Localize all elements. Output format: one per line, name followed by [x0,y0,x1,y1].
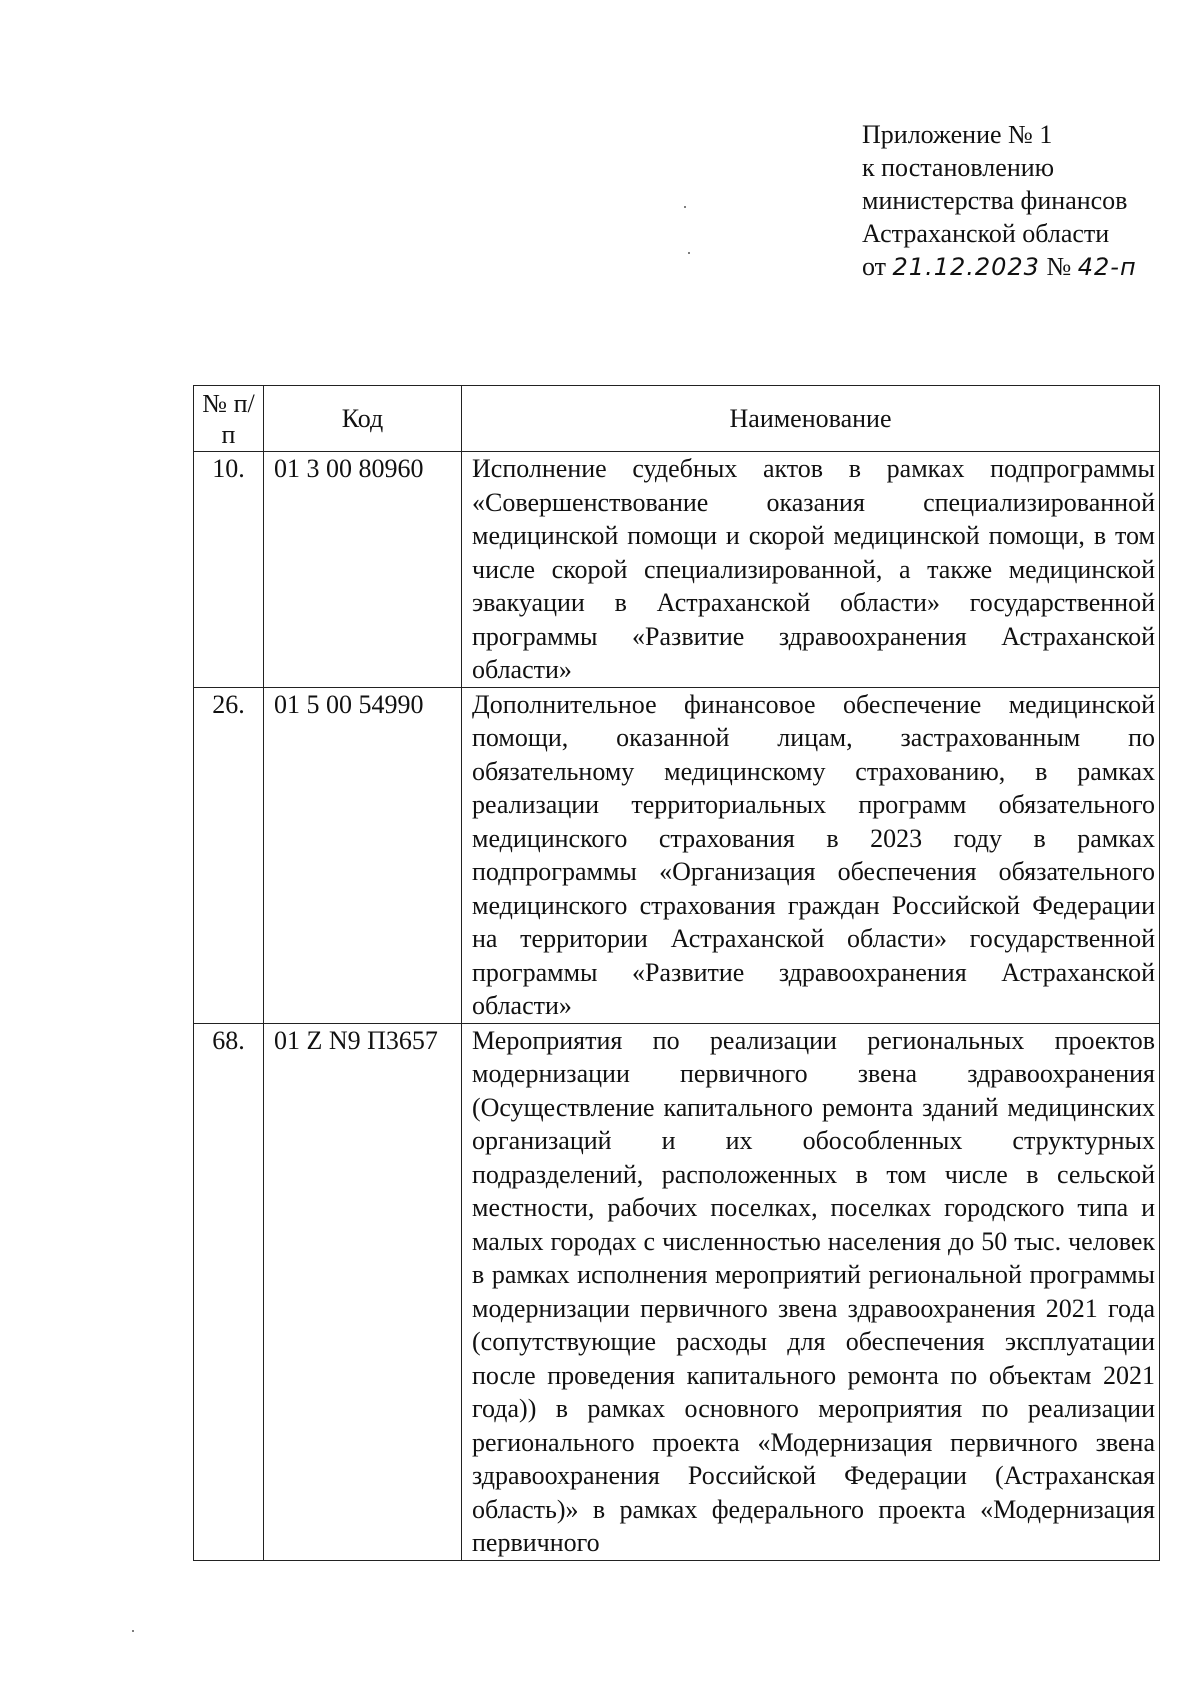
column-header-name: Наименование [462,386,1160,452]
handwritten-number: 42-п [1077,253,1137,281]
appendix-header [862,118,1182,284]
row-code: 01 3 00 80960 [264,452,462,688]
appendix-date-line [862,250,1182,284]
row-code: 01 Z N9 П3657 [264,1023,462,1560]
appendix-line-resolution: к постановлению [862,153,1055,182]
table-row [194,452,1160,688]
row-name: Дополнительное финансовое обеспечение медицинской помощи, оказанной лицам, застрахованным по обязательному медицинскому страхованию, в рамках реализации территориальных программ обязательного медицинского страхования в 2023 году в рамках подпрограммы «Организация обеспечения обязательного медицинского страхования граждан Российской Федерации на территории Астраханской области» государственной программы «Развитие здравоохранения Астраханской области» [462,687,1160,1023]
handwritten-date: 21.12.2023 [892,253,1040,281]
row-number: 10. [194,452,264,688]
table-row [194,1023,1160,1560]
date-prefix: от [862,252,887,281]
expenditure-codes-table [193,385,1160,1561]
row-number: 68. [194,1023,264,1560]
scan-speck [688,252,690,254]
row-code: 01 5 00 54990 [264,687,462,1023]
table-header-row [194,386,1160,452]
number-sign: № [1046,252,1072,281]
row-name: Мероприятия по реализации региональных проектов модернизации первичного звена здравоохранения (Осуществление капитального ремонта зданий медицинских организаций и их обособленных структурных подразделений, расположенных в том числе в сельской местности, рабочих поселках, поселках городского типа и малых городах с численностью населения до 50 тыс. человек в рамках исполнения мероприятий региональной программы модернизации первичного звена здравоохранения 2021 года (сопутствующие расходы для обеспечения эксплуатации после проведения капитального ремонта по объектам 2021 года)) в рамках основного мероприятия по реализации регионального проекта «Модернизация первичного звена здравоохранения Российской Федерации (Астраханская область)» в рамках федерального проекта «Модернизация первичного [462,1023,1160,1560]
column-header-code: Код [264,386,462,452]
appendix-title: Приложение № 1 [862,120,1053,149]
appendix-line-region: Астраханской области [862,219,1110,248]
scan-speck [684,206,686,208]
scan-speck [132,1630,134,1632]
appendix-line-ministry: министерства финансов [862,186,1128,215]
row-number: 26. [194,687,264,1023]
table-row [194,687,1160,1023]
row-name: Исполнение судебных актов в рамках подпрограммы «Совершенствование оказания специализированной медицинской помощи и скорой медицинской помощи, в том числе скорой специализированной, а также медицинской эвакуации в Астраханской области» государственной программы «Развитие здравоохранения Астраханской области» [462,452,1160,688]
column-header-num: № п/п [194,386,264,452]
